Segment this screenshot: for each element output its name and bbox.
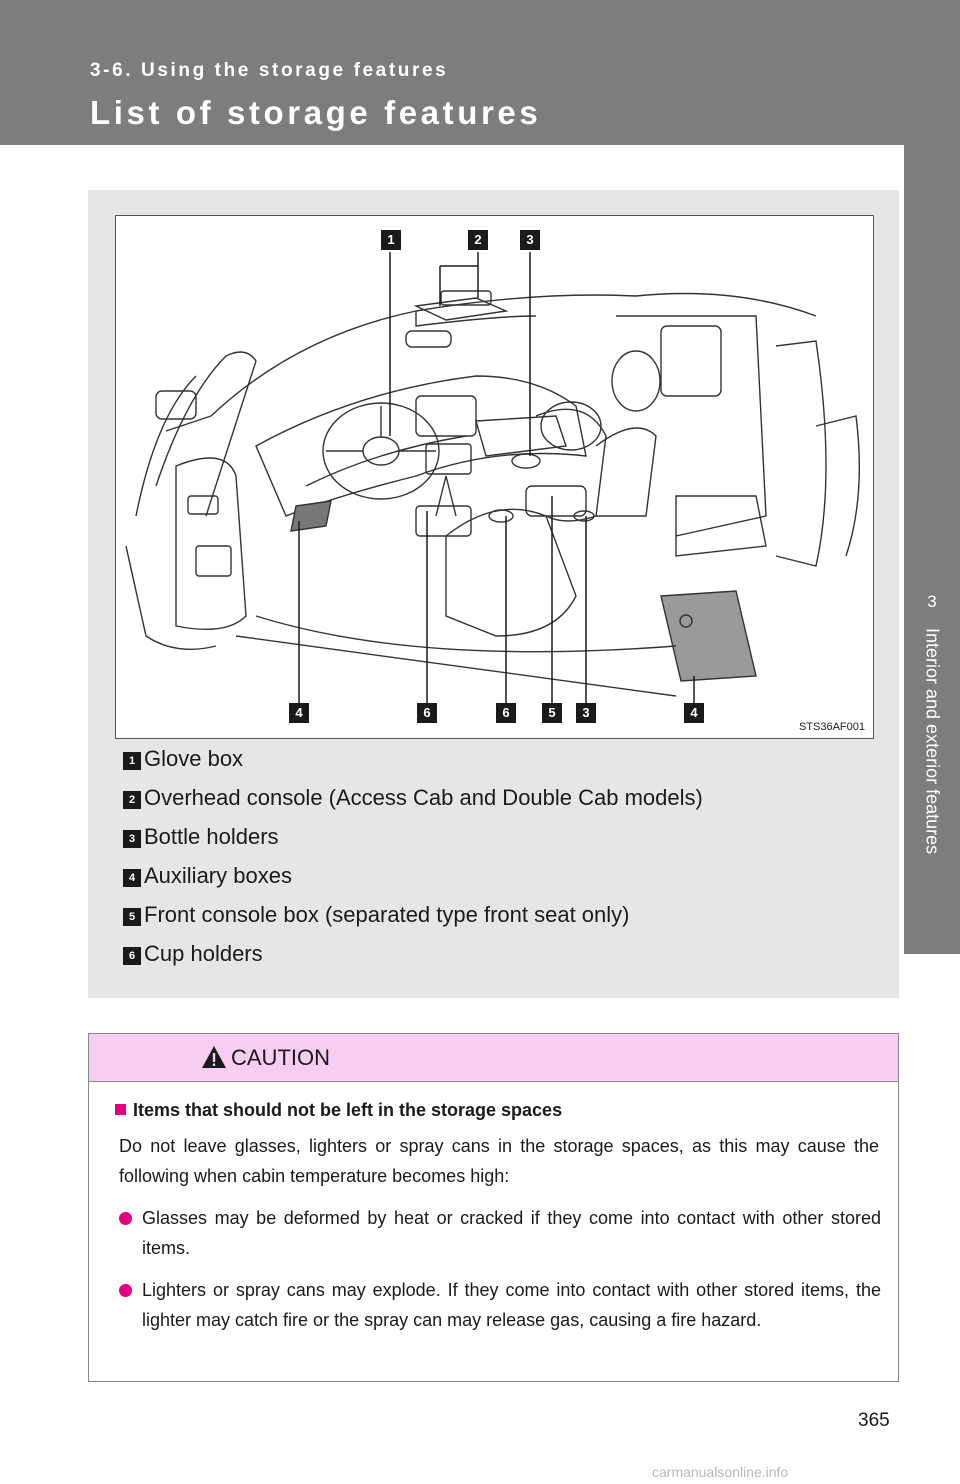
watermark: carmanualsonline.info xyxy=(652,1464,789,1480)
callout-2-top: 2 xyxy=(468,230,488,250)
square-bullet-icon xyxy=(115,1104,126,1115)
side-tab-upper xyxy=(904,0,960,468)
callout-4-bottom-left: 4 xyxy=(289,703,309,723)
caution-box xyxy=(88,1033,899,1382)
interior-illustration xyxy=(115,215,874,739)
caution-bullet-text: Glasses may be deformed by heat or cracked if they come into contact with other stored items. xyxy=(142,1208,881,1258)
callout-1-top: 1 xyxy=(381,230,401,250)
caution-bullet xyxy=(119,1275,881,1335)
legend-label: Bottle holders xyxy=(144,824,279,849)
callout-3-bottom: 3 xyxy=(576,703,596,723)
legend-number-badge: 1 xyxy=(123,752,141,770)
page-header xyxy=(0,0,904,145)
figure-code: STS36AF001 xyxy=(798,721,865,733)
legend-number-badge: 5 xyxy=(123,908,141,926)
legend-label: Cup holders xyxy=(144,941,263,966)
callout-6-bottom-a: 6 xyxy=(417,703,437,723)
page-number: 365 xyxy=(858,1410,890,1431)
caution-heading xyxy=(115,1100,562,1121)
callout-5-bottom: 5 xyxy=(542,703,562,723)
caution-header xyxy=(89,1034,898,1082)
round-bullet-icon xyxy=(119,1212,132,1225)
caution-bullet-text: Lighters or spray cans may explode. If they come into contact with other stored items, the lighter may catch fire or the spray can may release gas, causing a fire hazard. xyxy=(142,1280,881,1330)
caution-heading-text: Items that should not be left in the storage spaces xyxy=(133,1100,563,1120)
legend-label: Front console box (separated type front seat only) xyxy=(144,902,630,927)
callout-6-bottom-b: 6 xyxy=(496,703,516,723)
chapter-side-tab xyxy=(904,468,960,954)
page-title: List of storage features xyxy=(90,94,542,131)
caution-title: CAUTION xyxy=(231,1045,330,1070)
chapter-label: Interior and exterior features xyxy=(922,628,943,855)
chapter-number: 3 xyxy=(927,592,937,611)
legend-label: Overhead console (Access Cab and Double Cab models) xyxy=(144,785,703,810)
legend-number-badge: 6 xyxy=(123,947,141,965)
callout-3-top: 3 xyxy=(520,230,540,250)
legend-number-badge: 3 xyxy=(123,830,141,848)
caution-bullet xyxy=(119,1203,881,1263)
legend-number-badge: 2 xyxy=(123,791,141,809)
caution-paragraph: Do not leave glasses, lighters or spray cans in the storage spaces, as this may cause the following when cabin temperature becomes high: xyxy=(119,1136,879,1186)
warning-triangle-icon xyxy=(201,1045,227,1069)
legend-label: Auxiliary boxes xyxy=(144,863,292,888)
callout-4-bottom-right: 4 xyxy=(684,703,704,723)
cabin-drawing xyxy=(116,216,873,738)
legend-number-badge: 4 xyxy=(123,869,141,887)
round-bullet-icon xyxy=(119,1284,132,1297)
legend-label: Glove box xyxy=(144,746,244,771)
section-heading: 3-6. Using the storage features xyxy=(90,60,449,81)
